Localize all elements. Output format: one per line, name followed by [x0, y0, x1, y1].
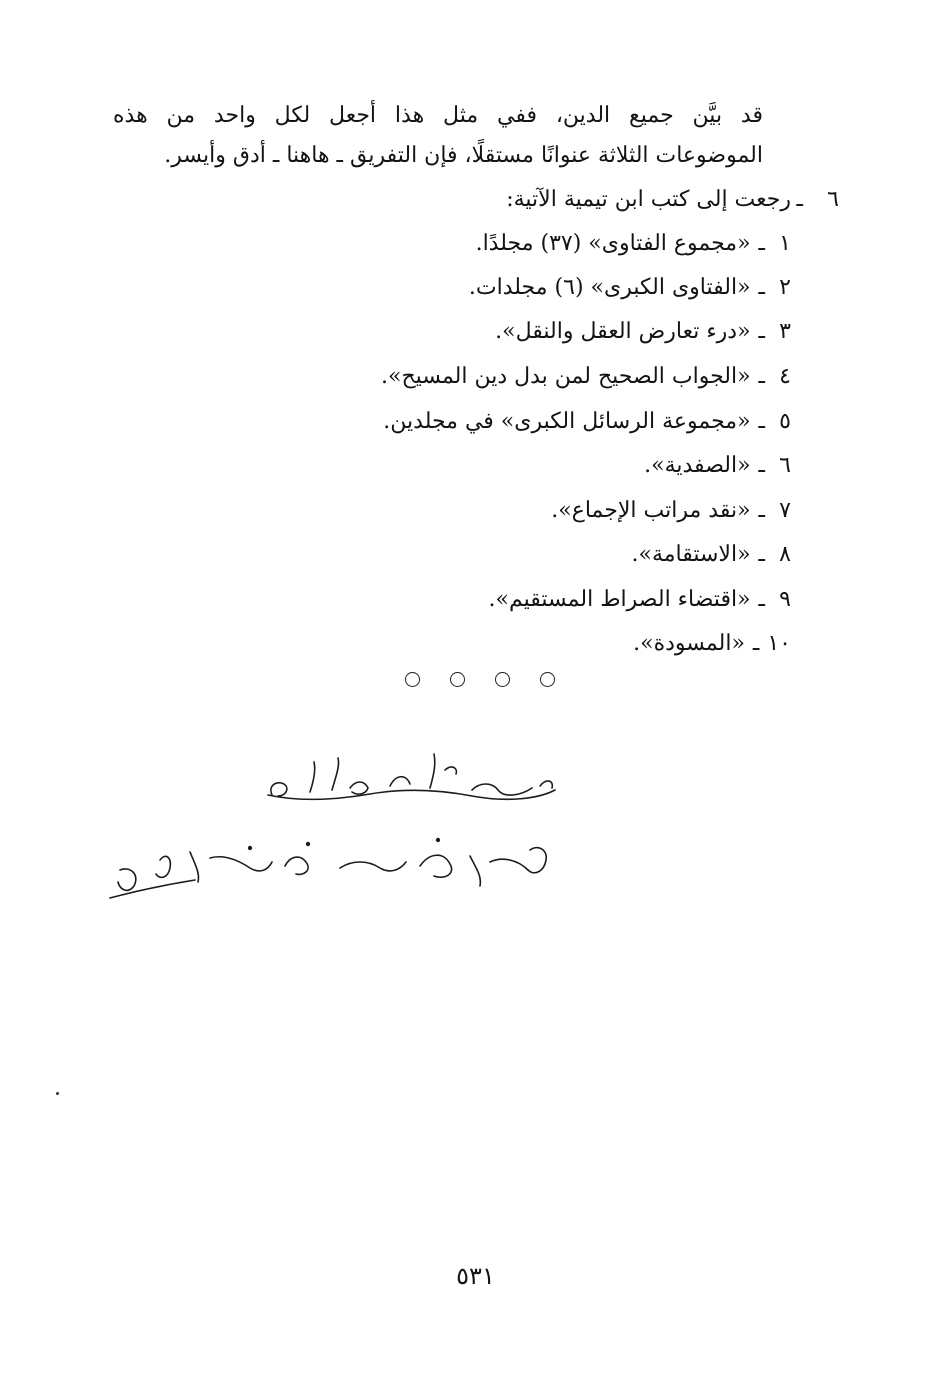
separator-circle [495, 672, 510, 687]
list-item-number: ٢ [779, 275, 791, 300]
list-item [469, 266, 791, 310]
handwritten-signature [100, 740, 600, 920]
list-item-dash: ـ [758, 275, 765, 300]
list-item-number: ٧ [779, 498, 791, 523]
list-item-text: «درء تعارض العقل والنقل». [495, 319, 751, 344]
list-item-dash: ـ [758, 364, 765, 389]
list-item-text: «الفتاوى الكبرى» (٦) مجلدات. [468, 275, 751, 300]
footnote-dash: ـ [796, 187, 803, 212]
list-item [644, 444, 791, 488]
list-item-text: «الصفدية». [644, 453, 751, 478]
list-item-dash: ـ [758, 587, 765, 612]
list-item-number: ٦ [779, 453, 791, 478]
separator-circle [450, 672, 465, 687]
list-item-text: «مجموعة الرسائل الكبرى» في مجلدين. [383, 409, 751, 434]
list-item-number: ١ [779, 231, 791, 256]
footnote-6 [119, 180, 839, 220]
list-item [551, 489, 791, 533]
page-number: ٥٣١ [456, 1262, 495, 1290]
list-item-dash: ـ [758, 542, 765, 567]
list-item [495, 310, 791, 354]
list-item-number: ٥ [779, 409, 791, 434]
list-item-dash: ـ [758, 453, 765, 478]
list-item-dash: ـ [758, 231, 765, 256]
paragraph-line-2: الموضوعات الثلاثة عنوانًا مستقلًا، فإن التفريق ـ هاهنا ـ أدق وأيسر. [164, 143, 763, 168]
list-item-text: «الجواب الصحيح لمن بدل دين المسيح». [381, 364, 751, 389]
footnote-number: ٦ [827, 187, 839, 212]
footnote-text: رجعت إلى كتب ابن تيمية الآتية: [506, 187, 791, 212]
section-separator [405, 668, 555, 690]
list-item-dash: ـ [758, 409, 765, 434]
list-item-number: ٤ [779, 364, 791, 389]
paragraph-line-1: قد بيَّن جميع الدين، ففي مثل هذا أجعل لكل واحد من هذه [113, 103, 763, 128]
separator-circle [540, 672, 555, 687]
scan-speck [56, 1092, 59, 1095]
list-item [633, 622, 791, 666]
list-item-text: «اقتضاء الصراط المستقيم». [488, 587, 751, 612]
list-item-dash: ـ [758, 498, 765, 523]
list-item-number: ٣ [779, 319, 791, 344]
list-item [381, 355, 791, 399]
list-item [476, 222, 791, 266]
list-item [383, 400, 791, 444]
list-item-text: «مجموع الفتاوى» (٣٧) مجلدًا. [475, 231, 751, 256]
list-item-number: ٩ [779, 587, 791, 612]
list-item [631, 533, 791, 577]
list-item-text: «الاستقامة». [631, 542, 751, 567]
list-item [489, 578, 791, 622]
list-item-number: ١٠ [767, 631, 791, 656]
list-item-number: ٨ [779, 542, 791, 567]
list-item-text: «نقد مراتب الإجماع». [551, 498, 751, 523]
list-item-text: «المسودة». [633, 631, 745, 656]
list-item-dash: ـ [758, 319, 765, 344]
list-item-dash: ـ [752, 631, 760, 656]
separator-circle [405, 672, 420, 687]
